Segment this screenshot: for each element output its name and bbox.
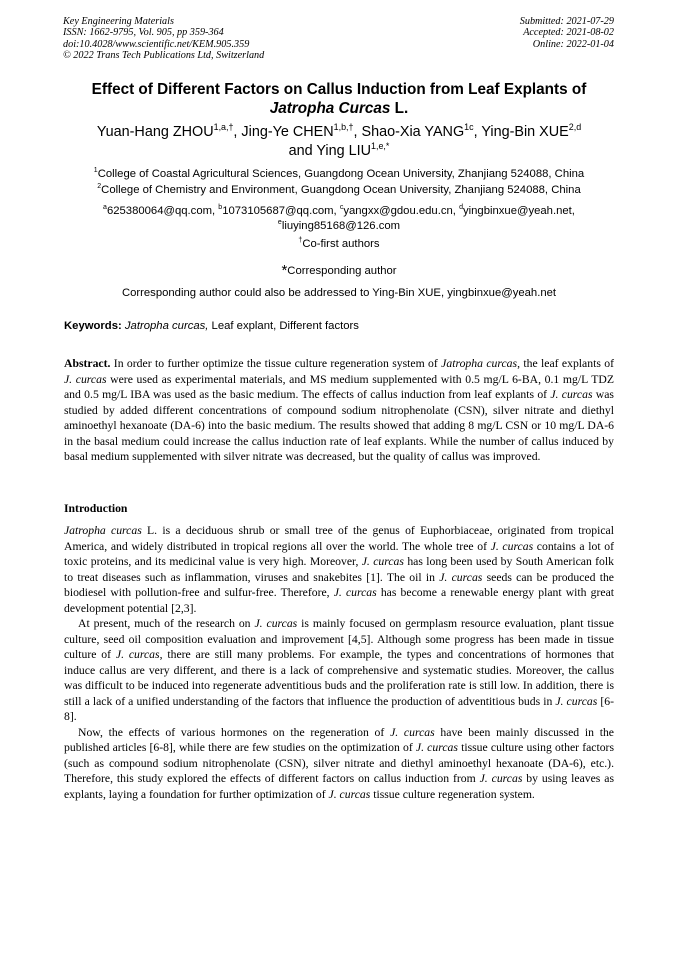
paper-title bbox=[40, 80, 638, 118]
intro-text: At present, much of the research on bbox=[78, 617, 255, 630]
intro-text: have been mainly discussed in the published articles [6-8], while there are few studies on the optimization of bbox=[64, 725, 614, 754]
email-line-2 bbox=[30, 219, 648, 234]
species-name: J. curcas bbox=[64, 372, 107, 386]
intro-text: tissue culture using other factors (such as compound sodium nitrophenolate (CSN), silver nitrate and diethyl aminoethyl hexanoate (DA-6), etc.). Therefore, this study explored the effects of different factors on callus induction from bbox=[64, 741, 614, 785]
abstract-label: Abstract. bbox=[64, 357, 111, 370]
affiliation-text: College of Chemistry and Environment, Guangdong Ocean University, Zhanjiang 524088, China bbox=[101, 183, 581, 196]
author-list bbox=[30, 123, 648, 161]
author-affiliation-mark: 1c bbox=[464, 122, 474, 133]
dagger-mark: † bbox=[298, 237, 303, 245]
intro-text: has long been used by South American folk to treat diseases such as inflammation, viruses and snakebites [1]. The oil in bbox=[64, 555, 614, 584]
abstract-text: In order to further optimize the tissue culture regeneration system of bbox=[110, 357, 442, 370]
keyword-species: Jatropha curcas, bbox=[124, 320, 209, 332]
email-mark: e bbox=[277, 219, 282, 227]
keywords-label: Keywords: bbox=[64, 320, 122, 332]
affiliations bbox=[30, 167, 648, 198]
introduction-body bbox=[64, 523, 614, 802]
email-address[interactable]: liuying85168@126.com bbox=[281, 219, 401, 232]
email-mark: a bbox=[103, 204, 107, 212]
author-name: and Ying LIU bbox=[288, 143, 372, 159]
journal-info bbox=[63, 16, 264, 62]
species-name: J. curcas bbox=[550, 388, 593, 401]
corresponding-also-note: Corresponding author could also be addressed to Ying-Bin XUE, yingbinxue@yeah.net bbox=[121, 287, 557, 299]
email-address[interactable]: yangxx@gdou.edu.cn, bbox=[343, 205, 460, 217]
intro-text: seeds can be produced the biodiesel with pollution-free and sulfur-free. Therefore, bbox=[64, 570, 614, 599]
author-separator: , bbox=[473, 124, 482, 140]
species-name: J. curcas bbox=[490, 539, 534, 553]
intro-text: Now, the effects of various hormones on the regeneration of bbox=[78, 725, 391, 739]
email-mark: d bbox=[459, 204, 463, 212]
author-affiliation-mark: 1,e,* bbox=[371, 141, 390, 152]
author-affiliation-mark: 2,d bbox=[568, 122, 582, 133]
intro-text: L. is a deciduous shrub or small tree of the genus of Euphorbiaceae, originated from tropical America, and widely distributed in tropical regions all over the world. The whole tree of bbox=[64, 524, 614, 553]
intro-text: is mainly focused on germplasm resource evaluation, plant tissue culture, seed oil composition evaluation and improvement [4,5]. Although some progress has been made in tissue culture of bbox=[64, 617, 614, 661]
email-address[interactable]: yingbinxue@yeah.net, bbox=[462, 205, 575, 217]
date-submitted: Submitted: 2021-07-29 bbox=[519, 16, 614, 27]
species-name: J. curcas bbox=[115, 648, 160, 661]
intro-text: contains a lot of toxic proteins, and its medicinal value is very high. Moreover, bbox=[64, 539, 614, 568]
intro-paragraph-3 bbox=[64, 725, 614, 803]
date-accepted: Accepted: 2021-08-02 bbox=[523, 27, 614, 39]
affiliation-mark: 1 bbox=[93, 167, 98, 175]
author-emails bbox=[30, 204, 648, 234]
affiliation-text: College of Coastal Agricultural Sciences, Guangdong Ocean University, Zhanjiang 524088, China bbox=[97, 168, 585, 180]
cofirst-note bbox=[30, 238, 648, 250]
abstract-body bbox=[64, 357, 614, 463]
author-name: Yuan-Hang ZHOU bbox=[96, 124, 214, 140]
author-name: Shao-Xia YANG bbox=[361, 124, 465, 140]
keywords bbox=[64, 320, 614, 332]
species-name: J. curcas bbox=[333, 586, 377, 599]
email-address[interactable]: 625380064@qq.com, bbox=[106, 205, 219, 217]
species-name: J. curcas bbox=[390, 725, 435, 739]
title-suffix: L. bbox=[390, 100, 409, 117]
abstract-text: was studied by added different concentrations of compound sodium nitrophenolate (CSN), silver nitrate and diethyl aminoethyl hexanoate (DA-6) into the basic medium. The results showed that adding 8 mg/L CSN or 10 mg/L DA-6 in the basal medium could increase the callus induction rate of leaf explants. While the number of callus induced by basal medium supplemented with silver nitrate was decreased, but the quality of callus was improved. bbox=[64, 388, 614, 463]
species-name: J. curcas bbox=[439, 570, 483, 584]
abstract-text: were used as experimental materials, and MS medium supplemented with 0.5 mg/L 6-BA, 0.1 mg/L TDZ and 0.5 mg/L IBA was used as the basic medium. The effects of callus induction from leaf explants of bbox=[64, 372, 614, 401]
affiliation-2 bbox=[30, 183, 648, 199]
email-address[interactable]: 1073105687@qq.com, bbox=[222, 205, 340, 217]
intro-text: tissue culture regeneration system. bbox=[370, 787, 535, 801]
abstract-text: , the leaf explants of bbox=[517, 357, 614, 370]
intro-text: [6-8]. bbox=[64, 694, 614, 723]
corresponding-note bbox=[30, 262, 648, 279]
author-name: Ying-Bin XUE bbox=[481, 124, 569, 140]
species-name: J. curcas bbox=[328, 787, 371, 801]
author-affiliation-mark: 1,a,† bbox=[213, 122, 234, 133]
title-species: Jatropha Curcas bbox=[269, 100, 391, 117]
species-name: J. curcas bbox=[361, 555, 404, 568]
cofirst-text: Co-first authors bbox=[302, 238, 380, 250]
species-name: J. curcas bbox=[555, 694, 598, 708]
species-name: J. curcas bbox=[479, 772, 523, 785]
author-name: Jing-Ye CHEN bbox=[241, 124, 334, 140]
author-separator: , bbox=[233, 124, 242, 140]
species-name: J. curcas bbox=[415, 741, 458, 754]
title-line-2 bbox=[40, 99, 638, 118]
journal-copyright: © 2022 Trans Tech Publications Ltd, Switzerland bbox=[63, 50, 265, 62]
affiliation-mark: 2 bbox=[97, 182, 102, 190]
intro-text: has become a renewable energy plant with great development potential [2,3]. bbox=[64, 586, 615, 615]
section-heading-introduction: Introduction bbox=[64, 502, 128, 515]
email-line-1 bbox=[30, 204, 648, 219]
keywords-rest: Leaf explant, Different factors bbox=[208, 320, 359, 332]
journal-name: Key Engineering Materials bbox=[63, 16, 174, 27]
author-affiliation-mark: 1,b,† bbox=[333, 122, 354, 133]
species-name: Jatropha curcas bbox=[441, 357, 518, 370]
date-online: Online: 2022-01-04 bbox=[532, 38, 614, 50]
email-mark: b bbox=[218, 204, 223, 212]
publication-dates bbox=[520, 16, 614, 50]
intro-text: , there are still many problems. For example, the types and concentrations of hormones that induce callus are very different, and there is a lack of comprehensive and systematic studies. Moreover, the callus was difficult to be induced into regenerate adventitious buds and the proliferation rate is still low. In addition, there is still a lack of a unified understanding of the factors that influence the production of adventitious buds in bbox=[64, 648, 614, 708]
author-separator: , bbox=[353, 124, 362, 140]
species-name: J. curcas bbox=[254, 617, 298, 630]
journal-issn: ISSN: 1662-9795, Vol. 905, pp 359-364 bbox=[63, 27, 224, 39]
asterisk-mark: * bbox=[281, 262, 288, 279]
affiliation-1 bbox=[30, 167, 648, 183]
journal-doi: doi:10.4028/www.scientific.net/KEM.905.359 bbox=[63, 38, 250, 50]
title-line-1: Effect of Different Factors on Callus Induction from Leaf Explants of bbox=[91, 81, 587, 98]
corresponding-text: Corresponding author bbox=[287, 265, 397, 277]
species-name: Jatropha curcas bbox=[64, 524, 142, 537]
intro-paragraph-2 bbox=[64, 616, 614, 725]
email-mark: c bbox=[339, 204, 344, 212]
intro-paragraph-1 bbox=[64, 523, 614, 616]
abstract bbox=[64, 356, 614, 465]
intro-text: by using leaves as explants, laying a foundation for further optimization of bbox=[64, 772, 615, 801]
